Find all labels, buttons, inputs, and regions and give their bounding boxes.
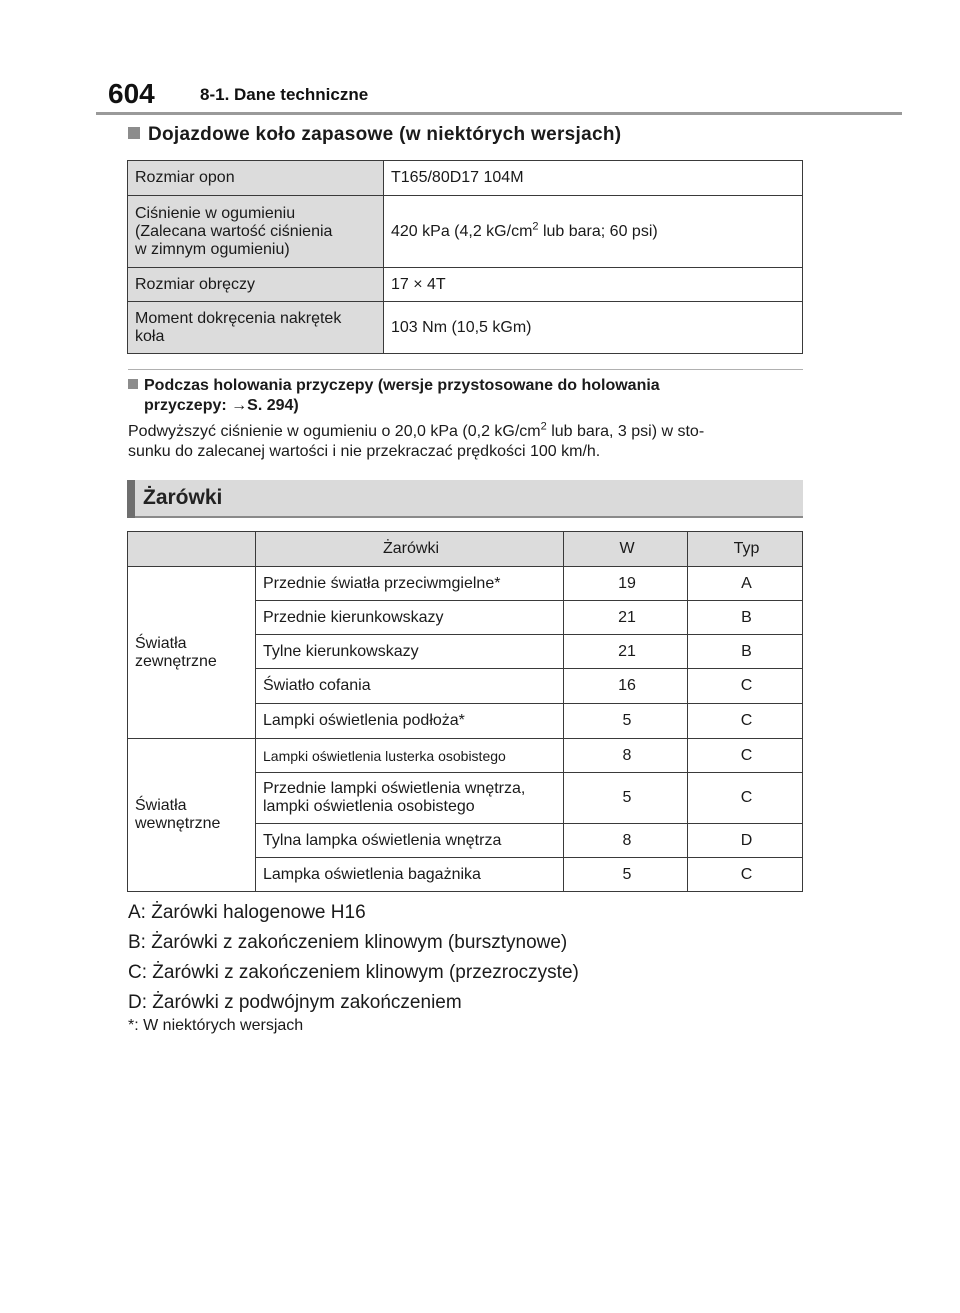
spec-key: Rozmiar obręczy xyxy=(128,268,384,302)
bulb-watts: 21 xyxy=(564,601,688,635)
bulb-watts: 21 xyxy=(564,635,688,669)
table-row xyxy=(128,161,803,196)
column-header xyxy=(128,532,256,567)
bulb-type: C xyxy=(688,773,803,824)
spec-key xyxy=(128,196,384,268)
bulbs-table xyxy=(127,531,803,892)
column-header: W xyxy=(564,532,688,567)
square-bullet-icon xyxy=(128,379,138,389)
group-label-line: Światła xyxy=(135,797,187,814)
bulb-name-line: lampki oświetlenia osobistego xyxy=(263,798,475,815)
table-row xyxy=(128,302,803,354)
table-header-row xyxy=(128,532,803,567)
bulb-name: Tylna lampka oświetlenia wnętrza xyxy=(256,824,564,858)
towing-title-line: Podczas holowania przyczepy (wersje przystosowane do holowania xyxy=(144,377,660,394)
bulb-watts: 5 xyxy=(564,704,688,739)
towing-paragraph xyxy=(128,422,804,462)
bulb-type: C xyxy=(688,669,803,704)
legend-item: C: Żarówki z zakończeniem klinowym (przezroczyste) xyxy=(128,962,579,983)
paragraph-text: Podwyższyć ciśnienie w ogumieniu o 20,0 kPa (0,2 kG/cm xyxy=(128,423,541,440)
spare-wheel-table xyxy=(127,160,803,354)
bulb-name: Lampka oświetlenia bagażnika xyxy=(256,858,564,892)
bulb-type: D xyxy=(688,824,803,858)
table-row xyxy=(128,196,803,268)
spec-value-text: 420 kPa (4,2 kG/cm xyxy=(391,222,533,240)
group-label-line: wewnętrzne xyxy=(135,815,221,832)
bulb-type: C xyxy=(688,739,803,773)
bulb-name: Przednie światła przeciwmgielne* xyxy=(256,567,564,601)
bulb-type: B xyxy=(688,635,803,669)
bulb-watts: 16 xyxy=(564,669,688,704)
spec-value xyxy=(384,196,803,268)
paragraph-text: sunku do zalecanej wartości i nie przekraczać prędkości 100 km/h. xyxy=(128,443,601,460)
bulb-name: Lampki oświetlenia podłoża* xyxy=(256,704,564,739)
spec-key xyxy=(128,302,384,354)
spare-wheel-heading xyxy=(128,124,621,146)
header-divider xyxy=(96,112,902,115)
bulb-watts: 5 xyxy=(564,773,688,824)
bulb-name: Przednie kierunkowskazy xyxy=(256,601,564,635)
spec-key-line: Moment dokręcenia nakrętek xyxy=(135,309,342,327)
legend-item: D: Żarówki z podwójnym zakończeniem xyxy=(128,992,462,1013)
spec-value: 103 Nm (10,5 kGm) xyxy=(384,302,803,354)
bulb-type-legend xyxy=(128,898,579,1018)
column-header: Żarówki xyxy=(256,532,564,567)
spec-key-line: w zimnym ogumieniu) xyxy=(135,240,290,258)
page-number: 604 xyxy=(108,78,155,109)
table-row xyxy=(128,739,803,773)
paragraph-text: lub bara, 3 psi) w sto- xyxy=(546,423,705,440)
spec-value: T165/80D17 104M xyxy=(384,161,803,196)
bulb-watts: 8 xyxy=(564,824,688,858)
legend-item: A: Żarówki halogenowe H16 xyxy=(128,902,366,923)
bulb-watts: 5 xyxy=(564,858,688,892)
bulb-name xyxy=(256,773,564,824)
bulb-name: Lampki oświetlenia lusterka osobistego xyxy=(256,739,564,773)
table-row xyxy=(128,567,803,601)
chapter-title: 8-1. Dane techniczne xyxy=(200,85,369,104)
section-bar-accent xyxy=(127,480,135,518)
bulb-name-line: Przednie lampki oświetlenia wnętrza, xyxy=(263,780,526,797)
section-bar xyxy=(127,480,803,518)
superscript: 2 xyxy=(540,420,547,433)
spec-key-line: koła xyxy=(135,327,165,345)
spare-wheel-title: Dojazdowe koło zapasowe (w niektórych wersjach) xyxy=(148,124,622,145)
spec-value: 17 × 4T xyxy=(384,268,803,302)
bulb-type: C xyxy=(688,858,803,892)
spec-key: Rozmiar opon xyxy=(128,161,384,196)
bulb-watts: 19 xyxy=(564,567,688,601)
bulb-type: A xyxy=(688,567,803,601)
group-label-line: zewnętrzne xyxy=(135,652,217,670)
page-header xyxy=(0,0,960,116)
square-bullet-icon xyxy=(128,127,140,139)
section-title: Żarówki xyxy=(143,486,223,509)
group-label xyxy=(128,739,256,892)
bulb-watts: 8 xyxy=(564,739,688,773)
bulb-name: Światło cofania xyxy=(256,669,564,704)
spec-value-text: lub bara; 60 psi) xyxy=(538,222,658,240)
bulb-type: C xyxy=(688,704,803,739)
group-label xyxy=(128,567,256,739)
section-divider xyxy=(128,369,803,370)
spec-key-line: (Zalecana wartość ciśnienia xyxy=(135,222,333,240)
footnote: *: W niektórych wersjach xyxy=(128,1017,304,1034)
towing-heading xyxy=(128,376,804,416)
group-label-line: Światła xyxy=(135,634,187,652)
table-row xyxy=(128,268,803,302)
towing-title-line: przyczepy: →S. 294) xyxy=(144,397,299,414)
spec-key-line: Ciśnienie w ogumieniu xyxy=(135,204,296,222)
superscript: 2 xyxy=(532,220,539,233)
legend-item: B: Żarówki z zakończeniem klinowym (bursztynowe) xyxy=(128,932,568,953)
bulb-name: Tylne kierunkowskazy xyxy=(256,635,564,669)
bulb-type: B xyxy=(688,601,803,635)
column-header: Typ xyxy=(688,532,803,567)
